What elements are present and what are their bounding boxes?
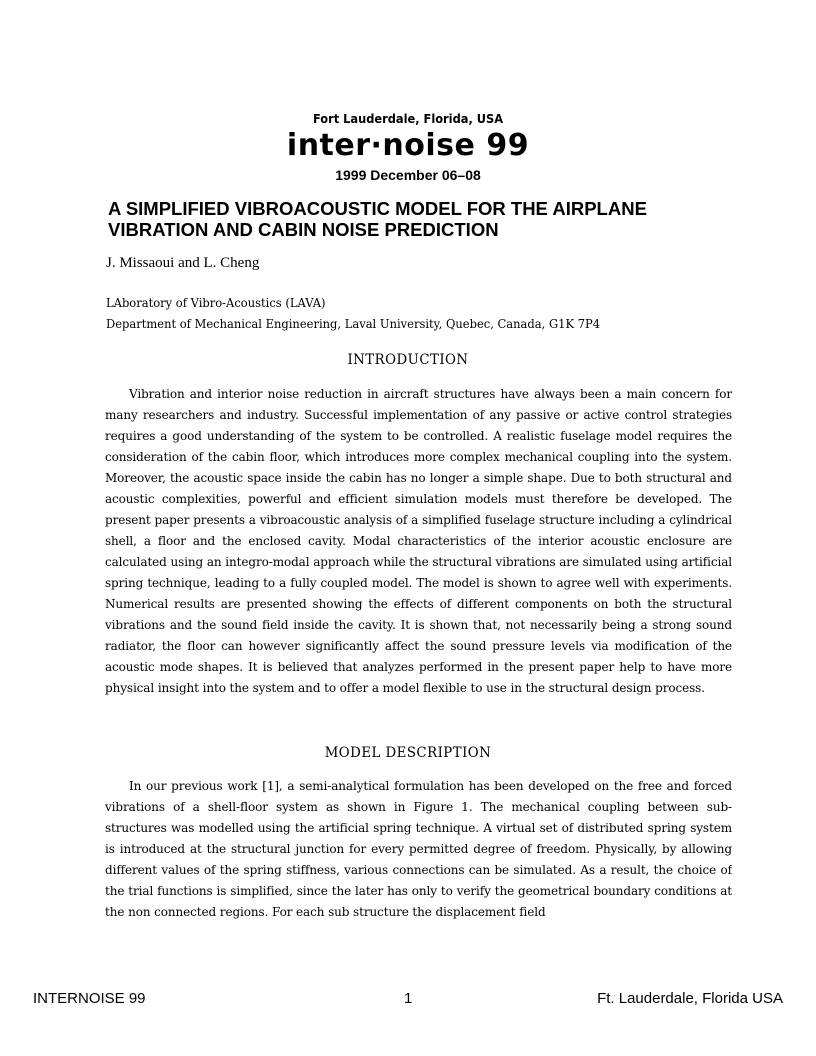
affiliation-line-1: LAboratory of Vibro-Acoustics (LAVA): [106, 295, 326, 310]
conference-logo: inter·noise 99: [286, 128, 530, 163]
paper-affiliation: [106, 292, 600, 334]
paper-title: [108, 198, 748, 240]
affiliation-line-2: Department of Mechanical Engineering, Laval University, Quebec, Canada, G1K 7P4: [106, 316, 601, 331]
paper-authors: J. Missaoui and L. Cheng: [106, 255, 260, 271]
introduction-heading: INTRODUCTION: [347, 352, 469, 368]
conference-dates: 1999 December 06–08: [335, 167, 481, 183]
footer-left: INTERNOISE 99: [33, 990, 146, 1007]
footer-right: Ft. Lauderdale, Florida USA: [597, 990, 783, 1007]
paper-title-line-2: VIBRATION AND CABIN NOISE PREDICTION: [108, 219, 499, 240]
conference-location: Fort Lauderdale, Florida, USA: [312, 112, 504, 126]
introduction-body: Vibration and interior noise reduction in aircraft structures have always been a main concern for many researchers and industry. Successful implementation of any passive or active control strategies requires a good understanding of the system to be controlled. A realistic fuselage model requires the consideration of the cabin floor, which introduces more complex mechanical coupling into the system. Moreover, the acoustic space inside the cabin has no longer a simple shape. Due to both structural and acoustic complexities, powerful and efficient simulation models must therefore be developed. The present paper presents a vibroacoustic analysis of a simplified fuselage structure including a cylindrical shell, a floor and the enclosed cavity. Modal characteristics of the interior acoustic enclosure are calculated using an integro-modal approach while the structural vibrations are simulated using artificial spring technique, leading to a fully coupled model. The model is shown to agree well with experiments. Numerical results are presented showing the effects of different components on both the structural vibrations and the sound field inside the cavity. It is shown that, not necessarily being a strong sound radiator, the floor can however significantly affect the sound pressure levels via modification of the acoustic mode shapes. It is believed that analyzes performed in the present paper help to have more physical insight into the system and to offer a model flexible to use in the structural design process.: [105, 387, 732, 695]
paper-title-line-1: A SIMPLIFIED VIBROACOUSTIC MODEL FOR THE AIRPLANE: [108, 198, 647, 219]
footer-page-number: 1: [404, 990, 413, 1007]
model-description-body: In our previous work [1], a semi-analytical formulation has been developed on the free and forced vibrations of a shell-floor system as shown in Figure 1. The mechanical coupling between sub-structures was modelled using the artificial spring technique. A virtual set of distributed spring system is introduced at the structural junction for every permitted degree of freedom. Physically, by allowing different values of the spring stiffness, various connections can be simulated. As a result, the choice of the trial functions is simplified, since the later has only to verify the geometrical boundary conditions at the non connected regions. For each sub structure the displacement field: [105, 779, 732, 919]
model-description-heading: MODEL DESCRIPTION: [324, 745, 492, 761]
